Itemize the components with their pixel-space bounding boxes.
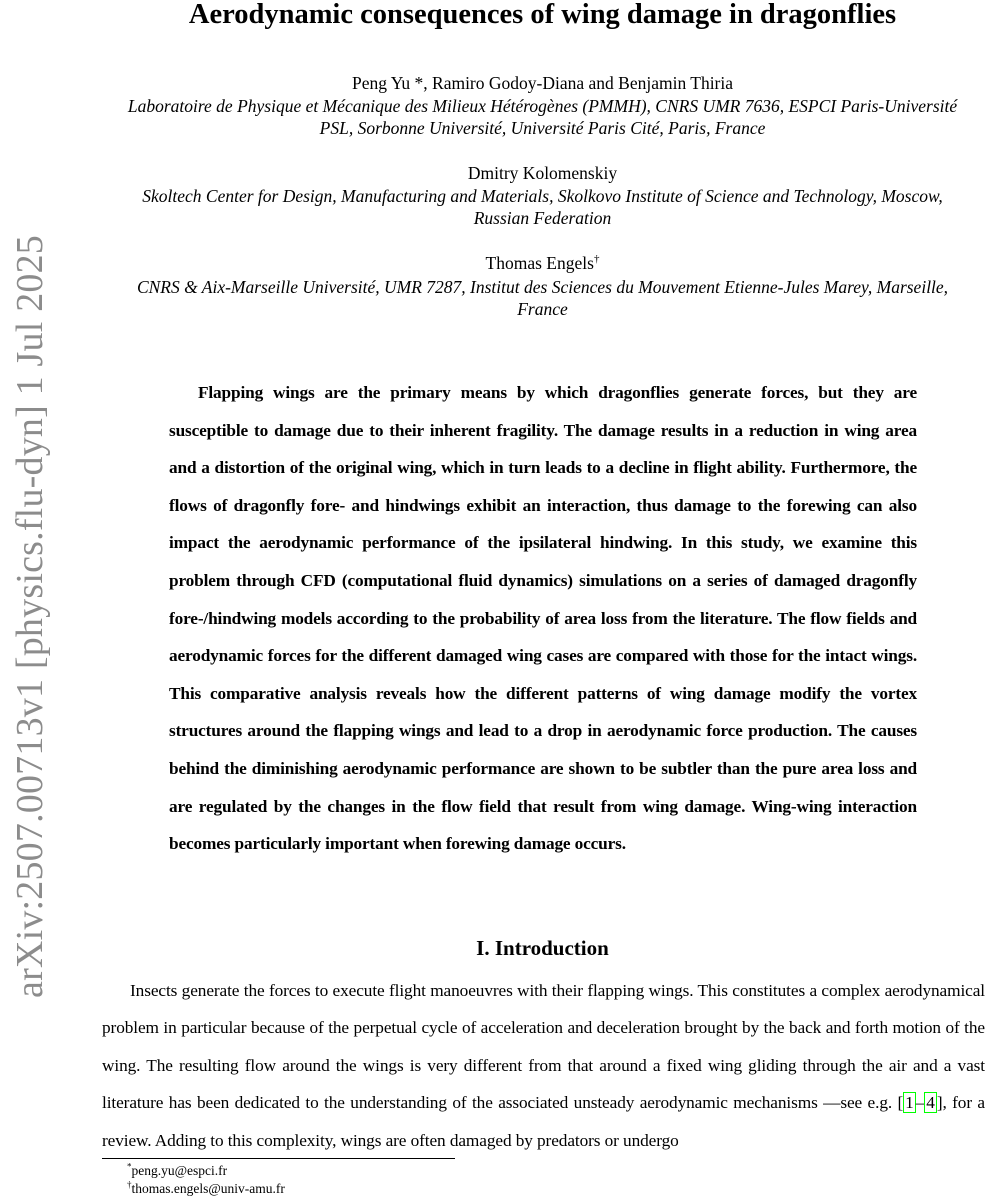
footnote-divider <box>102 1158 455 1159</box>
author-names: Peng Yu *, Ramiro Godoy-Diana and Benjamin Thiria <box>351 73 734 93</box>
introduction-paragraph <box>102 972 985 1159</box>
abstract: Flapping wings are the primary means by which dragonflies generate forces, but they are susceptible to damage due to their inherent fragility. The damage results in a reduction in wing area and a distortion of the original wing, which in turn leads to a decline in flight ability. Furthermore, the flows of dragonfly fore- and hindwings exhibit an interaction, thus damage to the forewing can also impact the aerodynamic performance of the ipsilateral hindwing. In this study, we examine this problem through CFD (computational fluid dynamics) simulations on a series of damaged dragonfly fore-/hindwing models according to the probability of area loss from the literature. The flow fields and aerodynamic forces for the different damaged wing cases are compared with those for the intact wings. This comparative analysis reveals how the different patterns of wing damage modify the vortex structures around the flapping wings and lead to a drop in aerodynamic force production. The causes behind the diminishing aerodynamic performance are shown to be subtler than the pure area loss and are regulated by the changes in the flow field that result from wing damage. Wing-wing interaction becomes particularly important when forewing damage occurs. <box>169 383 917 854</box>
footnote-mark: * <box>127 1161 132 1172</box>
author-names: Dmitry Kolomenskiy <box>467 163 618 183</box>
footnote <box>127 1180 285 1198</box>
footnotes <box>127 1162 285 1198</box>
paragraph-text: Insects generate the forces to execute flight manoeuvres with their flapping wings. This constitutes a complex aerodynamical problem in particular because of the perpetual cycle of acceleration and deceleration brought by the back and forth motion of the wing. The resulting flow around the wings is very different from that around a fixed wing gliding through the air and a vast literature has been dedicated to the understanding of the associated unsteady aerodynamic mechanisms —see e.g. [ <box>102 981 985 1113</box>
paragraph-text: ], for a review. Adding to this complexity, wings are often damaged by predators or undergo <box>102 1093 985 1150</box>
affiliation-line: Laboratoire de Physique et Mécanique des Milieux Hétérogènes (PMMH), CNRS UMR 7636, ESPCI Paris-Université <box>127 96 958 116</box>
author-affiliation <box>100 276 985 320</box>
footnote-mark: † <box>127 1179 132 1190</box>
author-affiliation <box>100 95 985 139</box>
footnote-email: peng.yu@espci.fr <box>131 1163 228 1178</box>
affiliation-line: PSL, Sorbonne Université, Université Paris Cité, Paris, France <box>319 118 766 138</box>
footnote <box>127 1162 285 1180</box>
arxiv-identifier-stamp: arXiv:2507.00713v1 [physics.flu-dyn] 1 Jul 2025 <box>9 235 51 998</box>
citation-separator: – <box>915 1093 925 1113</box>
affiliation-line: CNRS & Aix-Marseille Université, UMR 7287, Institut des Sciences du Mouvement Etienne-Jules Marey, Marseille, <box>136 277 949 297</box>
affiliation-line: Russian Federation <box>473 208 612 228</box>
citation-link[interactable]: 1 <box>905 1093 914 1113</box>
paper-title: Aerodynamic consequences of wing damage in dragonflies <box>188 0 897 30</box>
affiliation-line: Skoltech Center for Design, Manufacturing and Materials, Skolkovo Institute of Science and Technology, Moscow, <box>142 186 943 206</box>
author-names <box>100 252 985 274</box>
affiliation-line: France <box>517 299 568 319</box>
citation-link[interactable]: 4 <box>926 1093 935 1113</box>
footnote-mark: † <box>593 253 600 266</box>
section-heading: I. Introduction <box>476 936 609 960</box>
author-affiliation <box>100 185 985 229</box>
author-name: Thomas Engels <box>485 253 594 273</box>
footnote-email: thomas.engels@univ-amu.fr <box>131 1181 285 1196</box>
